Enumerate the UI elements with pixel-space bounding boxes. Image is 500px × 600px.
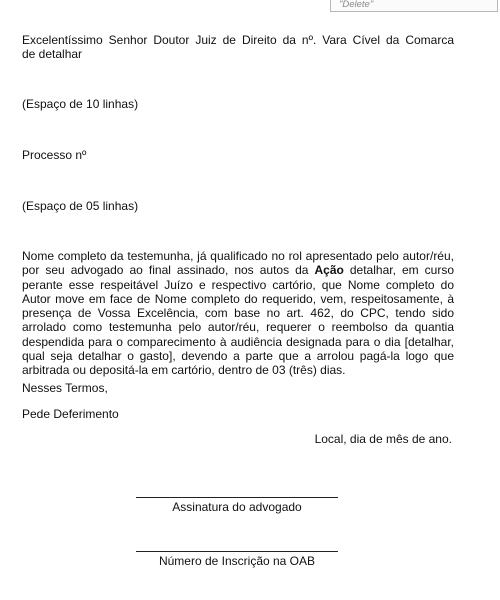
corner-note-box — [330, 0, 498, 12]
body-text-part-2: detalhar, em curso perante esse respeitável Juízo e respectivo cartório, que Nome completo do Autor move em face de Nome completo do requerido, vem, respeitosamente, à presença de Vossa Excelência, com base no art. 462, do CPC, tendo sido arrolado como testemunha pelo autor/réu, requerer o reembolso da quantia despendida para o comparecimento à audiência designada para o dia [detalhar, qual seja detalhar o gasto], devendo a parte que a arrolou pagá-la logo que arbitrada ou depositá-la em cartório, dentro de 03 (três) dias. — [22, 263, 454, 378]
corner-note-text: "Delete" — [339, 0, 374, 10]
process-number-label: Processo nº — [22, 148, 87, 162]
closing-terms: Nesses Termos, — [22, 381, 108, 395]
petition-body — [22, 249, 454, 378]
lawyer-signature-line — [136, 497, 338, 498]
spacing-note-10: (Espaço de 10 linhas) — [22, 97, 139, 111]
body-emphasis: Ação — [314, 263, 344, 278]
addressee-line-1: Excelentíssimo Senhor Doutor Juiz de Direito da nº. Vara Cível da Comarca — [22, 33, 454, 47]
addressee-line-2: de detalhar — [22, 47, 83, 62]
body-text-part-1: Nome completo da testemunha, já qualificado no rol apresentado pelo autor/réu, por seu advogado ao final assinado, nos autos da — [22, 249, 454, 278]
place-date: Local, dia de mês de ano. — [314, 432, 452, 446]
addressee — [22, 33, 454, 62]
oab-number-line — [136, 551, 338, 552]
spacing-note-05: (Espaço de 05 linhas) — [22, 199, 139, 213]
closing-request: Pede Deferimento — [22, 407, 119, 421]
lawyer-signature-label: Assinatura do advogado — [172, 500, 302, 514]
oab-number-label: Número de Inscrição na OAB — [158, 554, 316, 568]
